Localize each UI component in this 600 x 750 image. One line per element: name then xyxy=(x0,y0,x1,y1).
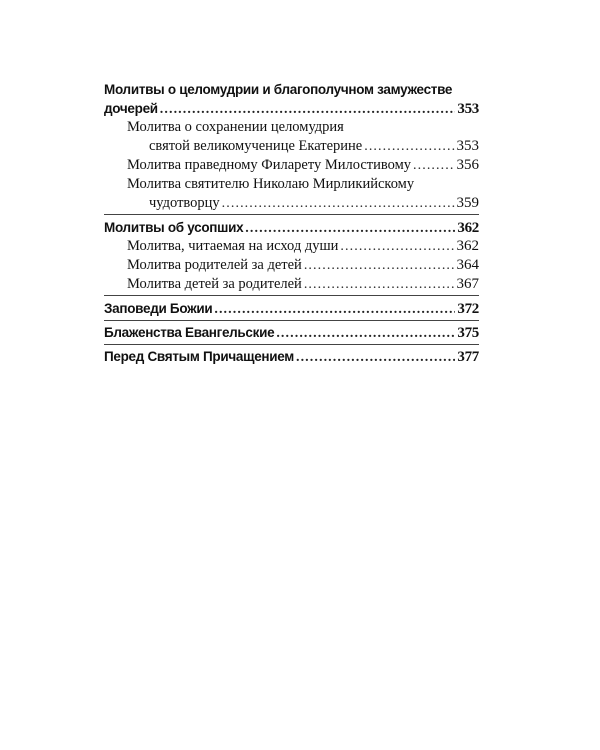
toc-entry-text: дочерей xyxy=(104,101,158,116)
toc-page-number: 377 xyxy=(457,349,479,365)
toc-page-number: 364 xyxy=(456,257,479,273)
toc-page-number: 372 xyxy=(457,301,479,317)
divider xyxy=(104,344,479,345)
toc-section-chastity-title xyxy=(104,80,479,99)
toc-entry-text: Перед Святым Причащением xyxy=(104,349,294,364)
divider xyxy=(104,295,479,296)
toc-item-parents-prayer[interactable] xyxy=(104,256,479,275)
toc-entry-text: Блаженства Евангельские xyxy=(104,325,275,340)
toc-entry-text: Молитва родителей за детей xyxy=(127,257,302,273)
dot-leader xyxy=(245,219,455,238)
dot-leader xyxy=(214,300,455,319)
toc-entry-text: Молитва праведному Филарету Милостивому xyxy=(127,157,412,173)
dot-leader xyxy=(364,137,454,156)
toc-item-nicholas-prayer-title xyxy=(104,175,479,194)
divider xyxy=(104,320,479,321)
toc-item-children-prayer[interactable] xyxy=(104,275,479,294)
toc-entry-text: Молитва детей за родителей xyxy=(127,276,302,292)
dot-leader xyxy=(222,194,455,213)
toc-section-beatitudes[interactable] xyxy=(104,323,479,342)
toc-section-communion[interactable] xyxy=(104,347,479,366)
toc-entry-text: святой великомученице Екатерине xyxy=(149,138,363,154)
toc-entry-text: Молитва, читаемая на исход души xyxy=(127,238,339,254)
toc-entry-text: Молитва о сохранении целомудрия xyxy=(127,119,344,135)
table-of-contents xyxy=(104,80,479,366)
toc-entry-text: Молитвы об усопших xyxy=(104,220,244,235)
toc-item-philaret-prayer[interactable] xyxy=(104,156,479,175)
dot-leader xyxy=(304,256,455,275)
toc-item-chastity-prayer[interactable] xyxy=(104,137,479,156)
toc-page-number: 359 xyxy=(456,195,479,211)
toc-section-commandments[interactable] xyxy=(104,299,479,318)
dot-leader xyxy=(160,100,456,119)
toc-item-chastity-prayer-title xyxy=(104,118,479,137)
toc-page-number: 362 xyxy=(457,220,479,236)
toc-page-number: 353 xyxy=(457,101,479,117)
dot-leader xyxy=(413,156,454,175)
toc-page-number: 375 xyxy=(457,325,479,341)
dot-leader xyxy=(340,237,454,256)
toc-page-number: 356 xyxy=(456,157,479,173)
dot-leader xyxy=(304,275,455,294)
toc-entry-text: чудотворцу xyxy=(149,195,220,211)
toc-section-chastity[interactable] xyxy=(104,99,479,118)
dot-leader xyxy=(276,324,455,343)
toc-page-number: 353 xyxy=(456,138,479,154)
toc-item-exodus-prayer[interactable] xyxy=(104,237,479,256)
toc-entry-text: Молитва святителю Николаю Мирликийскому xyxy=(127,176,415,192)
toc-item-nicholas-prayer[interactable] xyxy=(104,194,479,213)
divider xyxy=(104,214,479,215)
toc-page-number: 362 xyxy=(456,238,479,254)
toc-entry-text: Молитвы о целомудрии и благополучном замужестве xyxy=(104,82,453,97)
toc-entry-text: Заповеди Божии xyxy=(104,301,213,316)
dot-leader xyxy=(296,348,455,367)
toc-page-number: 367 xyxy=(456,276,479,292)
toc-section-departed[interactable] xyxy=(104,218,479,237)
